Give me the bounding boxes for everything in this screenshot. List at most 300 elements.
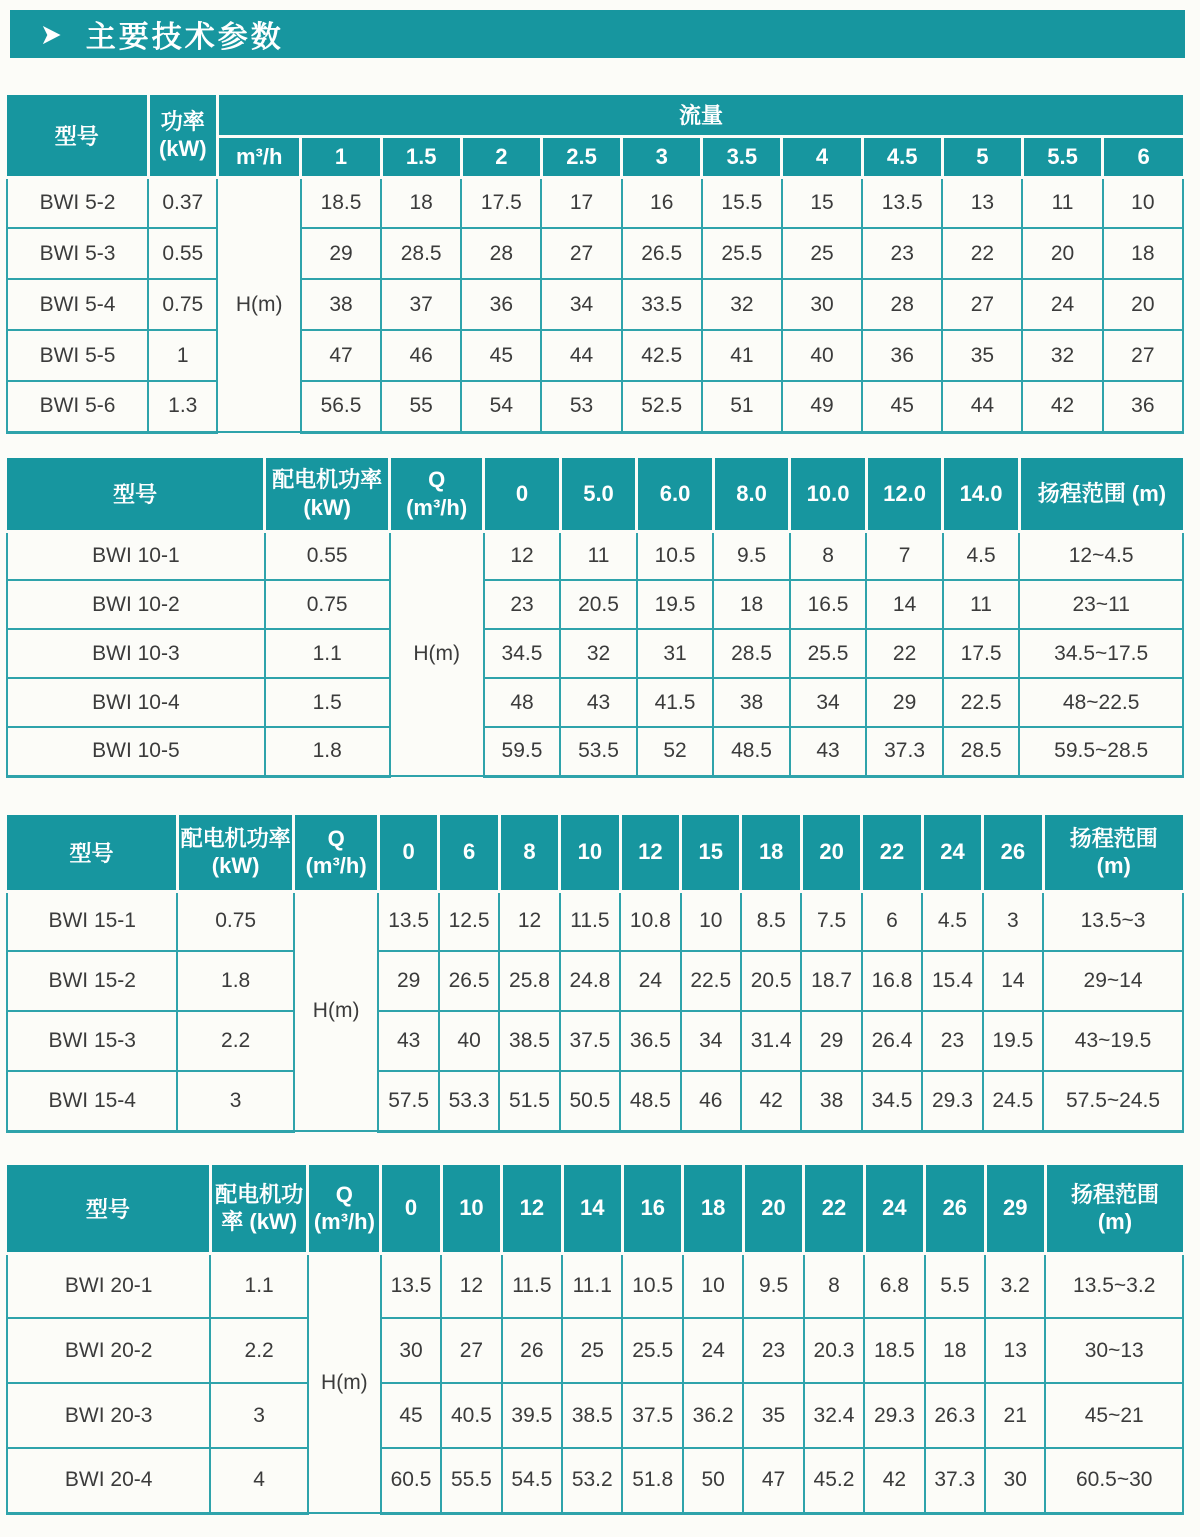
- bwi10-spec-table: [6, 458, 1184, 778]
- value-cell: 13.5: [378, 891, 438, 951]
- value-cell: 56.5: [301, 381, 381, 432]
- flow-col-header: 22: [862, 815, 922, 891]
- power-header: [210, 1165, 308, 1253]
- table-row: [7, 891, 1183, 951]
- flow-col-header: 0: [378, 815, 438, 891]
- power-cell: 1.8: [177, 951, 293, 1011]
- section-title-bar: [10, 10, 1185, 58]
- value-cell: 18: [381, 177, 461, 228]
- power-cell: 0.75: [148, 279, 217, 330]
- value-cell: 15.5: [702, 177, 782, 228]
- model-cell: BWI 10-4: [7, 678, 265, 727]
- table-row: [7, 531, 1183, 580]
- flow-col-header: 15: [681, 815, 741, 891]
- flow-col-header: 3: [622, 136, 702, 177]
- value-cell: 22: [866, 629, 943, 678]
- value-cell: 10: [681, 891, 741, 951]
- value-cell: 11: [1022, 177, 1102, 228]
- flow-col-header: 18: [741, 815, 801, 891]
- bwi5-spec-table: [6, 95, 1184, 434]
- value-cell: 4.5: [943, 531, 1020, 580]
- value-cell: 11: [560, 531, 637, 580]
- table-row: [7, 279, 1183, 330]
- value-cell: 20: [1022, 228, 1102, 279]
- value-cell: 25.5: [790, 629, 867, 678]
- value-cell: 22: [942, 228, 1022, 279]
- range-cell: 43~19.5: [1043, 1011, 1183, 1071]
- value-cell: 44: [541, 330, 621, 381]
- flow-col-header: 2: [461, 136, 541, 177]
- value-cell: 37.5: [560, 1011, 620, 1071]
- value-cell: 31.4: [741, 1011, 801, 1071]
- value-cell: 29: [801, 1011, 861, 1071]
- range-cell: 30~13: [1045, 1318, 1183, 1383]
- model-cell: BWI 10-1: [7, 531, 265, 580]
- model-cell: BWI 5-4: [7, 279, 148, 330]
- value-cell: 17.5: [461, 177, 541, 228]
- value-cell: 40.5: [441, 1383, 501, 1448]
- q-header: [390, 458, 484, 531]
- value-cell: 13.5: [381, 1253, 441, 1318]
- model-header: 型号: [7, 458, 265, 531]
- flow-col-header: 12: [502, 1165, 562, 1253]
- value-cell: 25.5: [702, 228, 782, 279]
- model-cell: BWI 5-3: [7, 228, 148, 279]
- header-line: (kW): [211, 853, 260, 879]
- value-cell: 57.5: [378, 1071, 438, 1131]
- value-cell: 28: [461, 228, 541, 279]
- value-cell: 24: [1022, 279, 1102, 330]
- value-cell: 30: [381, 1318, 441, 1383]
- value-cell: 55.5: [441, 1448, 501, 1513]
- value-cell: 40: [439, 1011, 499, 1071]
- range-cell: 60.5~30: [1045, 1448, 1183, 1513]
- flow-col-header: 0: [484, 458, 561, 531]
- flow-col-header: 26: [925, 1165, 985, 1253]
- value-cell: 17: [541, 177, 621, 228]
- model-cell: BWI 10-2: [7, 580, 265, 629]
- value-cell: 50.5: [560, 1071, 620, 1131]
- value-cell: 12: [441, 1253, 501, 1318]
- value-cell: 36: [461, 279, 541, 330]
- value-cell: 38.5: [562, 1383, 622, 1448]
- power-cell: 2.2: [177, 1011, 293, 1071]
- flow-col-header: 18: [683, 1165, 743, 1253]
- value-cell: 37: [381, 279, 461, 330]
- value-cell: 8: [804, 1253, 864, 1318]
- power-cell: 0.75: [177, 891, 293, 951]
- model-cell: BWI 20-1: [7, 1253, 210, 1318]
- value-cell: 5.5: [925, 1253, 985, 1318]
- value-cell: 3.2: [985, 1253, 1045, 1318]
- value-cell: 51.5: [499, 1071, 559, 1131]
- flow-col-header: 20: [743, 1165, 803, 1253]
- value-cell: 22.5: [943, 678, 1020, 727]
- flow-col-header: 5.5: [1022, 136, 1102, 177]
- value-cell: 33.5: [622, 279, 702, 330]
- power-cell: 0.37: [148, 177, 217, 228]
- value-cell: 34.5: [862, 1071, 922, 1131]
- value-cell: 12.5: [439, 891, 499, 951]
- value-cell: 10: [683, 1253, 743, 1318]
- value-cell: 18: [1103, 228, 1183, 279]
- value-cell: 20.5: [560, 580, 637, 629]
- model-cell: BWI 15-4: [7, 1071, 177, 1131]
- table-row: [7, 330, 1183, 381]
- range-cell: 45~21: [1045, 1383, 1183, 1448]
- value-cell: 29.3: [864, 1383, 924, 1448]
- value-cell: 28.5: [943, 727, 1020, 776]
- header-line: 率 (kW): [221, 1209, 298, 1235]
- value-cell: 11.5: [560, 891, 620, 951]
- power-cell: 3: [177, 1071, 293, 1131]
- flow-col-header: 29: [985, 1165, 1045, 1253]
- value-cell: 29.3: [922, 1071, 982, 1131]
- table-row: [7, 381, 1183, 432]
- value-cell: 59.5: [484, 727, 561, 776]
- value-cell: 23: [862, 228, 942, 279]
- range-cell: 59.5~28.5: [1019, 727, 1183, 776]
- value-cell: 42: [864, 1448, 924, 1513]
- model-header: 型号: [7, 95, 148, 177]
- range-cell: 34.5~17.5: [1019, 629, 1183, 678]
- table-row: [7, 678, 1183, 727]
- flow-col-header: 8.0: [713, 458, 790, 531]
- value-cell: 26.5: [622, 228, 702, 279]
- value-cell: 25: [782, 228, 862, 279]
- header-line: (m): [1097, 1209, 1133, 1235]
- flow-col-header: 12: [620, 815, 680, 891]
- value-cell: 24.8: [560, 951, 620, 1011]
- model-cell: BWI 20-4: [7, 1448, 210, 1513]
- value-cell: 24: [620, 951, 680, 1011]
- value-cell: 38.5: [499, 1011, 559, 1071]
- value-cell: 32: [1022, 330, 1102, 381]
- value-cell: 13.5: [862, 177, 942, 228]
- header-line: 配电机功: [215, 1181, 304, 1207]
- table-row: [7, 1448, 1183, 1513]
- value-cell: 55: [381, 381, 461, 432]
- value-cell: 32: [702, 279, 782, 330]
- head-unit-cell: H(m): [308, 1253, 381, 1513]
- value-cell: 25.5: [622, 1318, 682, 1383]
- value-cell: 10: [1103, 177, 1183, 228]
- table-row: [7, 629, 1183, 678]
- value-cell: 42: [1022, 381, 1102, 432]
- value-cell: 43: [560, 678, 637, 727]
- value-cell: 52: [637, 727, 714, 776]
- value-cell: 34: [681, 1011, 741, 1071]
- value-cell: 35: [942, 330, 1022, 381]
- power-cell: 1.8: [265, 727, 390, 776]
- value-cell: 37.3: [925, 1448, 985, 1513]
- value-cell: 45: [862, 381, 942, 432]
- value-cell: 10.5: [622, 1253, 682, 1318]
- value-cell: 46: [681, 1071, 741, 1131]
- value-cell: 35: [743, 1383, 803, 1448]
- value-cell: 25.8: [499, 951, 559, 1011]
- range-cell: 57.5~24.5: [1043, 1071, 1183, 1131]
- value-cell: 16.5: [790, 580, 867, 629]
- range-cell: 13.5~3: [1043, 891, 1183, 951]
- value-cell: 31: [637, 629, 714, 678]
- header-line: 扬程范围: [1069, 825, 1158, 851]
- range-header: [1043, 815, 1183, 891]
- value-cell: 26: [502, 1318, 562, 1383]
- table-row: [7, 951, 1183, 1011]
- table-row: [7, 580, 1183, 629]
- header-line: (m): [1096, 853, 1131, 879]
- value-cell: 48: [484, 678, 561, 727]
- value-cell: 18.5: [301, 177, 381, 228]
- value-cell: 36: [862, 330, 942, 381]
- value-cell: 14: [866, 580, 943, 629]
- header-line: Q: [327, 825, 345, 851]
- value-cell: 20: [1103, 279, 1183, 330]
- flow-col-header: 4.5: [862, 136, 942, 177]
- spec-table: [6, 458, 1184, 778]
- spec-table: [6, 1165, 1184, 1515]
- bwi20-spec-table: [6, 1165, 1184, 1515]
- value-cell: 22.5: [681, 951, 741, 1011]
- power-header: [177, 815, 293, 891]
- flow-col-header: 12.0: [866, 458, 943, 531]
- flow-col-header: 6: [439, 815, 499, 891]
- power-cell: 1.3: [148, 381, 217, 432]
- power-cell: 3: [210, 1383, 308, 1448]
- value-cell: 40: [782, 330, 862, 381]
- flow-col-header: 24: [922, 815, 982, 891]
- value-cell: 47: [743, 1448, 803, 1513]
- value-cell: 45: [461, 330, 541, 381]
- value-cell: 29: [301, 228, 381, 279]
- value-cell: 14: [983, 951, 1043, 1011]
- power-cell: 4: [210, 1448, 308, 1513]
- value-cell: 19.5: [637, 580, 714, 629]
- model-header: 型号: [7, 815, 177, 891]
- range-cell: 23~11: [1019, 580, 1183, 629]
- header-line: (m³/h): [313, 1209, 375, 1235]
- flow-col-header: 0: [381, 1165, 441, 1253]
- value-cell: 53.3: [439, 1071, 499, 1131]
- header-line: (kW): [303, 494, 351, 520]
- head-unit-cell: H(m): [294, 891, 379, 1131]
- model-cell: BWI 5-5: [7, 330, 148, 381]
- value-cell: 19.5: [983, 1011, 1043, 1071]
- power-cell: 0.75: [265, 580, 390, 629]
- flow-col-header: 10: [441, 1165, 501, 1253]
- flow-col-header: 16: [622, 1165, 682, 1253]
- value-cell: 44: [942, 381, 1022, 432]
- value-cell: 11: [943, 580, 1020, 629]
- flow-col-header: 8: [499, 815, 559, 891]
- value-cell: 28.5: [713, 629, 790, 678]
- range-cell: 48~22.5: [1019, 678, 1183, 727]
- value-cell: 36: [1103, 381, 1183, 432]
- value-cell: 26.5: [439, 951, 499, 1011]
- value-cell: 34: [541, 279, 621, 330]
- value-cell: 50: [683, 1448, 743, 1513]
- value-cell: 18: [713, 580, 790, 629]
- value-cell: 42: [741, 1071, 801, 1131]
- value-cell: 43: [790, 727, 867, 776]
- value-cell: 12: [499, 891, 559, 951]
- value-cell: 38: [301, 279, 381, 330]
- flow-col-header: 6.0: [637, 458, 714, 531]
- value-cell: 26.4: [862, 1011, 922, 1071]
- value-cell: 18.5: [864, 1318, 924, 1383]
- flow-col-header: 14.0: [943, 458, 1020, 531]
- power-cell: 0.55: [265, 531, 390, 580]
- header-line: 配电机功率: [272, 467, 383, 493]
- header-line: Q: [428, 467, 446, 493]
- value-cell: 16.8: [862, 951, 922, 1011]
- flow-col-header: 20: [801, 815, 861, 891]
- flow-col-header: 1: [301, 136, 381, 177]
- value-cell: 15: [782, 177, 862, 228]
- power-cell: 1.1: [210, 1253, 308, 1318]
- value-cell: 9.5: [743, 1253, 803, 1318]
- flow-col-header: 26: [983, 815, 1043, 891]
- value-cell: 51.8: [622, 1448, 682, 1513]
- range-cell: 29~14: [1043, 951, 1183, 1011]
- range-cell: 12~4.5: [1019, 531, 1183, 580]
- spec-table: [6, 815, 1184, 1133]
- model-cell: BWI 10-3: [7, 629, 265, 678]
- value-cell: 8: [790, 531, 867, 580]
- value-cell: 13: [985, 1318, 1045, 1383]
- value-cell: 32.4: [804, 1383, 864, 1448]
- value-cell: 53: [541, 381, 621, 432]
- power-cell: 1.5: [265, 678, 390, 727]
- value-cell: 27: [1103, 330, 1183, 381]
- value-cell: 30: [985, 1448, 1045, 1513]
- header-line: 配电机功率: [180, 825, 291, 851]
- head-unit-cell: H(m): [217, 177, 300, 432]
- value-cell: 43: [378, 1011, 438, 1071]
- value-cell: 27: [541, 228, 621, 279]
- header-line: (m³/h): [406, 494, 468, 520]
- header-line: (m³/h): [305, 853, 367, 879]
- value-cell: 38: [801, 1071, 861, 1131]
- value-cell: 27: [441, 1318, 501, 1383]
- page-title: 主要技术参数: [85, 21, 284, 54]
- flow-col-header: 5: [942, 136, 1022, 177]
- power-header: [148, 95, 217, 177]
- spec-table: [6, 95, 1184, 434]
- table-row: [7, 727, 1183, 776]
- value-cell: 45.2: [804, 1448, 864, 1513]
- header-line: (kW): [158, 136, 207, 162]
- model-cell: BWI 15-3: [7, 1011, 177, 1071]
- value-cell: 16: [622, 177, 702, 228]
- value-cell: 17.5: [943, 629, 1020, 678]
- value-cell: 51: [702, 381, 782, 432]
- model-cell: BWI 10-5: [7, 727, 265, 776]
- flow-col-header: 22: [804, 1165, 864, 1253]
- header-line: 扬程范围: [1070, 1181, 1159, 1207]
- flow-col-header: 10: [560, 815, 620, 891]
- value-cell: 29: [378, 951, 438, 1011]
- table-row: [7, 1071, 1183, 1131]
- model-cell: BWI 15-2: [7, 951, 177, 1011]
- value-cell: 4.5: [922, 891, 982, 951]
- value-cell: 53.2: [562, 1448, 622, 1513]
- value-cell: 41.5: [637, 678, 714, 727]
- value-cell: 54.5: [502, 1448, 562, 1513]
- flow-col-header: 4: [782, 136, 862, 177]
- value-cell: 18.7: [801, 951, 861, 1011]
- flow-col-header: 5.0: [560, 458, 637, 531]
- head-unit-cell: H(m): [390, 531, 484, 776]
- model-cell: BWI 20-2: [7, 1318, 210, 1383]
- value-cell: 37.5: [622, 1383, 682, 1448]
- value-cell: 6.8: [864, 1253, 924, 1318]
- value-cell: 24.5: [983, 1071, 1043, 1131]
- flow-col-header: 6: [1103, 136, 1183, 177]
- header-line: Q: [335, 1181, 353, 1207]
- value-cell: 37.3: [866, 727, 943, 776]
- range-cell: 13.5~3.2: [1045, 1253, 1183, 1318]
- value-cell: 48.5: [620, 1071, 680, 1131]
- value-cell: 30: [782, 279, 862, 330]
- flow-group-header: 流量: [217, 95, 1183, 136]
- value-cell: 3: [983, 891, 1043, 951]
- q-header: [308, 1165, 381, 1253]
- bwi15-spec-table: [6, 815, 1184, 1133]
- model-cell: BWI 5-2: [7, 177, 148, 228]
- value-cell: 53.5: [560, 727, 637, 776]
- unit-header: m³/h: [217, 136, 300, 177]
- value-cell: 7.5: [801, 891, 861, 951]
- value-cell: 49: [782, 381, 862, 432]
- flow-col-header: 2.5: [541, 136, 621, 177]
- value-cell: 28: [862, 279, 942, 330]
- value-cell: 39.5: [502, 1383, 562, 1448]
- value-cell: 34.5: [484, 629, 561, 678]
- value-cell: 36.2: [683, 1383, 743, 1448]
- power-cell: 1: [148, 330, 217, 381]
- arrow-icon: ➤: [40, 17, 62, 51]
- value-cell: 36.5: [620, 1011, 680, 1071]
- value-cell: 20.3: [804, 1318, 864, 1383]
- q-header: [294, 815, 379, 891]
- value-cell: 23: [484, 580, 561, 629]
- range-header: [1019, 458, 1183, 531]
- value-cell: 27: [942, 279, 1022, 330]
- value-cell: 38: [713, 678, 790, 727]
- range-header: [1045, 1165, 1183, 1253]
- value-cell: 46: [381, 330, 461, 381]
- power-cell: 2.2: [210, 1318, 308, 1383]
- table-row: [7, 1011, 1183, 1071]
- value-cell: 10.5: [637, 531, 714, 580]
- value-cell: 52.5: [622, 381, 702, 432]
- table-row: [7, 177, 1183, 228]
- value-cell: 6: [862, 891, 922, 951]
- model-cell: BWI 20-3: [7, 1383, 210, 1448]
- value-cell: 28.5: [381, 228, 461, 279]
- value-cell: 8.5: [741, 891, 801, 951]
- value-cell: 11.5: [502, 1253, 562, 1318]
- value-cell: 25: [562, 1318, 622, 1383]
- value-cell: 48.5: [713, 727, 790, 776]
- value-cell: 26.3: [925, 1383, 985, 1448]
- value-cell: 23: [743, 1318, 803, 1383]
- value-cell: 29: [866, 678, 943, 727]
- table-row: [7, 228, 1183, 279]
- value-cell: 18: [925, 1318, 985, 1383]
